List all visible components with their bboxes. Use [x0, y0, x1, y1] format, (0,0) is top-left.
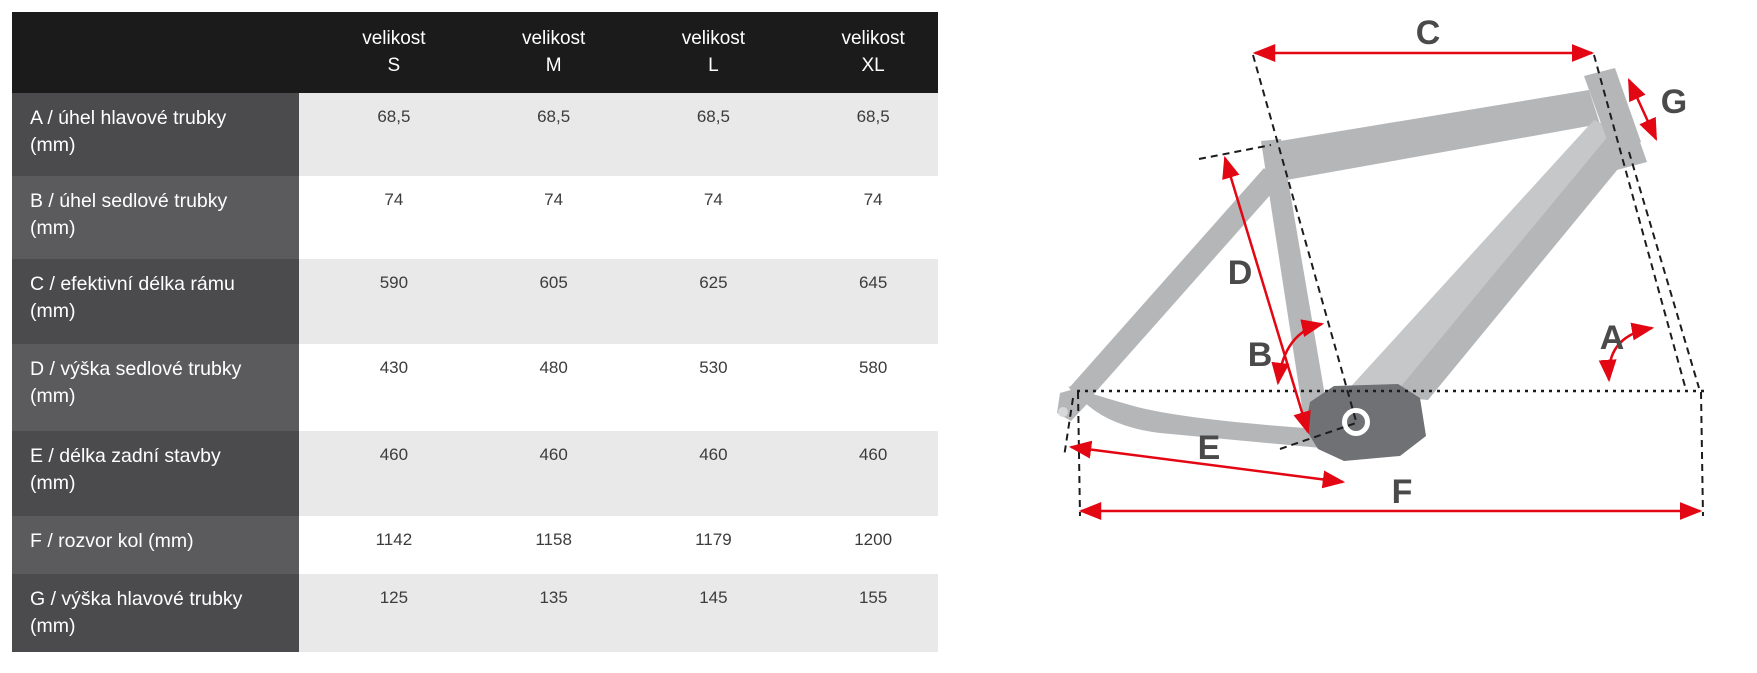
- dropout-hole: [1058, 407, 1068, 417]
- cell-value: 1200: [778, 516, 938, 574]
- cell-value: 480: [459, 344, 619, 431]
- label-f: F: [1391, 473, 1413, 511]
- row-label: F / rozvor kol (mm): [12, 516, 299, 574]
- bottom-bracket: [1345, 411, 1368, 434]
- row-label: A / úhel hlavové trubky (mm): [12, 93, 299, 176]
- cell-value: 580: [778, 344, 938, 431]
- label-e: E: [1197, 429, 1221, 467]
- cell-value: 430: [299, 344, 459, 431]
- cell-value: 460: [299, 431, 459, 516]
- column-header-word: velikost: [521, 28, 586, 49]
- column-header-size: XL: [861, 55, 885, 76]
- cell-value: 460: [619, 431, 779, 516]
- row-label: E / délka zadní stavby (mm): [12, 431, 299, 516]
- column-header-size: S: [387, 55, 401, 76]
- cell-value: 605: [459, 259, 619, 344]
- column-header-word: velikost: [362, 28, 426, 49]
- cell-value: 74: [778, 176, 938, 259]
- cell-value: 68,5: [619, 93, 779, 176]
- label-c: C: [1415, 14, 1441, 52]
- label-a: A: [1599, 319, 1625, 357]
- cell-value: 145: [619, 574, 779, 652]
- label-g: G: [1660, 83, 1688, 121]
- cell-value: 460: [778, 431, 938, 516]
- column-header-word: velikost: [841, 28, 905, 49]
- column-header-word: velikost: [681, 28, 746, 49]
- cell-value: 530: [619, 344, 779, 431]
- cell-value: 625: [619, 259, 779, 344]
- seat-tube-top-mark-dashed: [1199, 145, 1271, 159]
- cell-value: 68,5: [299, 93, 459, 176]
- top-tube: [1262, 90, 1600, 181]
- row-label: D / výška sedlové trubky (mm): [12, 344, 299, 431]
- cell-value: 135: [459, 574, 619, 652]
- cell-value: 155: [778, 574, 938, 652]
- cell-value: 590: [299, 259, 459, 344]
- label-b: B: [1247, 336, 1273, 374]
- cell-value: 68,5: [459, 93, 619, 176]
- cell-value: 460: [459, 431, 619, 516]
- cell-value: 74: [619, 176, 779, 259]
- cell-value: 1179: [619, 516, 779, 574]
- column-header-size: L: [708, 55, 719, 76]
- cell-value: 1158: [459, 516, 619, 574]
- cell-value: 645: [778, 259, 938, 344]
- row-label: C / efektivní délka rámu (mm): [12, 259, 299, 344]
- row-label: G / výška hlavové trubky (mm): [12, 574, 299, 652]
- cell-value: 68,5: [778, 93, 938, 176]
- cell-value: 125: [299, 574, 459, 652]
- cell-value: 74: [299, 176, 459, 259]
- column-header-size: M: [545, 55, 562, 76]
- label-d: D: [1227, 254, 1253, 292]
- cell-value: 1142: [299, 516, 459, 574]
- front-axle-vertical-dashed: [1701, 392, 1703, 516]
- row-label: B / úhel sedlové trubky (mm): [12, 176, 299, 259]
- cell-value: 74: [459, 176, 619, 259]
- fork-offset-dashed: [1629, 152, 1699, 388]
